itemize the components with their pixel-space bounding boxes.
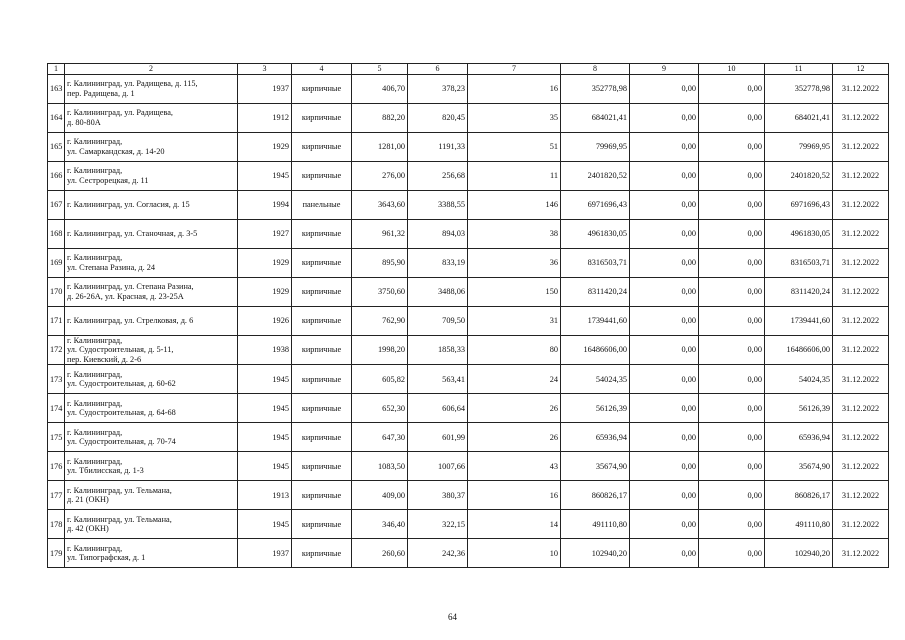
table-row	[48, 103, 889, 132]
year-built-cell: 1929	[238, 248, 292, 277]
address-cell	[65, 539, 238, 568]
column-10-cell: 0,00	[699, 365, 765, 394]
column-9-cell: 0,00	[630, 219, 699, 248]
table-row	[48, 423, 889, 452]
column-10-cell: 0,00	[699, 452, 765, 481]
year-built-cell: 1912	[238, 103, 292, 132]
living-area-cell: 1858,33	[408, 335, 468, 365]
residents-count-cell: 38	[468, 219, 561, 248]
row-number-cell: 167	[48, 190, 65, 219]
address-line: г. Калининград,	[67, 166, 123, 175]
column-9-cell: 0,00	[630, 335, 699, 365]
year-built-cell: 1938	[238, 335, 292, 365]
total-area-cell: 3643,60	[352, 190, 408, 219]
year-built-cell: 1926	[238, 306, 292, 335]
living-area-cell: 563,41	[408, 365, 468, 394]
column-10-cell: 0,00	[699, 132, 765, 161]
residents-count-cell: 31	[468, 306, 561, 335]
address-line: г. Калининград,	[67, 543, 123, 553]
table-row	[48, 190, 889, 219]
column-9-cell: 0,00	[630, 248, 699, 277]
living-area-cell: 322,15	[408, 510, 468, 539]
completion-date-cell: 31.12.2022	[833, 539, 889, 568]
total-cost-cell: 1739441,60	[561, 306, 630, 335]
address-cell	[65, 452, 238, 481]
row-number-cell: 179	[48, 539, 65, 568]
wall-material-cell: кирпичные	[292, 335, 352, 365]
address-line: г. Калининград,	[67, 335, 123, 345]
column-11-cell: 65936,94	[765, 423, 833, 452]
column-10-cell: 0,00	[699, 510, 765, 539]
table-row	[48, 335, 889, 365]
address-line: ул. Степана Разина, д. 24	[67, 262, 156, 272]
column-9-cell: 0,00	[630, 161, 699, 190]
column-11-cell: 8311420,24	[765, 277, 833, 306]
column-9-cell: 0,00	[630, 394, 699, 423]
row-number-cell: 178	[48, 510, 65, 539]
column-11-cell: 54024,35	[765, 365, 833, 394]
address-line: г. Калининград, ул. Станочная, д. 3-5	[67, 228, 198, 238]
wall-material-cell: кирпичные	[292, 132, 352, 161]
column-10-cell: 0,00	[699, 277, 765, 306]
address-line: г. Калининград,	[67, 369, 123, 379]
year-built-cell: 1945	[238, 365, 292, 394]
total-cost-cell: 684021,41	[561, 103, 630, 132]
living-area-cell: 378,23	[408, 74, 468, 103]
year-built-cell: 1945	[238, 510, 292, 539]
wall-material-cell: кирпичные	[292, 365, 352, 394]
living-area-cell: 894,03	[408, 219, 468, 248]
year-built-cell: 1994	[238, 190, 292, 219]
total-area-cell: 260,60	[352, 539, 408, 568]
column-9-cell: 0,00	[630, 365, 699, 394]
address-line: пер. Киевский, д. 2-6	[67, 354, 142, 364]
address-line: г. Калининград, ул. Радищева,	[67, 108, 173, 117]
wall-material-cell: кирпичные	[292, 161, 352, 190]
row-number-cell: 169	[48, 248, 65, 277]
column-10-cell: 0,00	[699, 335, 765, 365]
column-10-cell: 0,00	[699, 74, 765, 103]
total-cost-cell: 54024,35	[561, 365, 630, 394]
residents-count-cell: 80	[468, 335, 561, 365]
year-built-cell: 1937	[238, 539, 292, 568]
residents-count-cell: 43	[468, 452, 561, 481]
column-10-cell: 0,00	[699, 394, 765, 423]
address-line: ул. Судостроительная, д. 64-68	[67, 408, 176, 418]
table-row	[48, 306, 889, 335]
year-built-cell: 1945	[238, 423, 292, 452]
year-built-cell: 1945	[238, 452, 292, 481]
column-9-cell: 0,00	[630, 306, 699, 335]
year-built-cell: 1929	[238, 132, 292, 161]
total-area-cell: 647,30	[352, 423, 408, 452]
address-line: д. 80-80А	[67, 117, 101, 127]
living-area-cell: 256,68	[408, 161, 468, 190]
address-line: д. 21 (ОКН)	[67, 495, 109, 505]
column-11-cell: 491110,80	[765, 510, 833, 539]
column-10-cell: 0,00	[699, 481, 765, 510]
completion-date-cell: 31.12.2022	[833, 248, 889, 277]
living-area-cell: 1007,66	[408, 452, 468, 481]
wall-material-cell: кирпичные	[292, 394, 352, 423]
column-header: 3	[238, 64, 292, 75]
residents-count-cell: 36	[468, 248, 561, 277]
column-9-cell: 0,00	[630, 190, 699, 219]
year-built-cell: 1945	[238, 161, 292, 190]
row-number-cell: 176	[48, 452, 65, 481]
row-number-cell: 168	[48, 219, 65, 248]
table-row	[48, 365, 889, 394]
total-area-cell: 882,20	[352, 103, 408, 132]
living-area-cell: 380,37	[408, 481, 468, 510]
column-header: 2	[65, 64, 238, 75]
completion-date-cell: 31.12.2022	[833, 510, 889, 539]
address-line: г. Калининград, ул. Тельмана,	[67, 514, 172, 524]
column-header: 4	[292, 64, 352, 75]
completion-date-cell: 31.12.2022	[833, 277, 889, 306]
column-11-cell: 35674,90	[765, 452, 833, 481]
address-line: ул. Судостроительная, д. 70-74	[67, 437, 176, 447]
column-10-cell: 0,00	[699, 161, 765, 190]
completion-date-cell: 31.12.2022	[833, 103, 889, 132]
table-row	[48, 481, 889, 510]
column-11-cell: 352778,98	[765, 74, 833, 103]
address-line: ул. Судостроительная, д. 60-62	[67, 379, 176, 389]
address-line: г. Калининград,	[67, 456, 123, 466]
total-area-cell: 276,00	[352, 161, 408, 190]
total-cost-cell: 65936,94	[561, 423, 630, 452]
row-number-cell: 173	[48, 365, 65, 394]
table-row	[48, 74, 889, 103]
residents-count-cell: 11	[468, 161, 561, 190]
completion-date-cell: 31.12.2022	[833, 365, 889, 394]
residents-count-cell: 10	[468, 539, 561, 568]
address-line: ул. Типографская, д. 1	[67, 553, 146, 563]
table-row	[48, 132, 889, 161]
row-number-cell: 170	[48, 277, 65, 306]
total-area-cell: 3750,60	[352, 277, 408, 306]
address-cell	[65, 190, 238, 219]
column-11-cell: 684021,41	[765, 103, 833, 132]
total-area-cell: 1083,50	[352, 452, 408, 481]
column-10-cell: 0,00	[699, 190, 765, 219]
address-cell	[65, 481, 238, 510]
completion-date-cell: 31.12.2022	[833, 74, 889, 103]
living-area-cell: 242,36	[408, 539, 468, 568]
total-cost-cell: 352778,98	[561, 74, 630, 103]
address-cell	[65, 132, 238, 161]
row-number-cell: 165	[48, 132, 65, 161]
row-number-cell: 163	[48, 74, 65, 103]
row-number-cell: 172	[48, 335, 65, 365]
total-cost-cell: 79969,95	[561, 132, 630, 161]
address-line: г. Калининград,	[67, 253, 123, 262]
column-11-cell: 6971696,43	[765, 190, 833, 219]
column-10-cell: 0,00	[699, 306, 765, 335]
living-area-cell: 709,50	[408, 306, 468, 335]
address-line: ул. Самаркандская, д. 14-20	[67, 146, 165, 156]
wall-material-cell: кирпичные	[292, 423, 352, 452]
living-area-cell: 3488,06	[408, 277, 468, 306]
address-cell	[65, 510, 238, 539]
address-line: д. 26-26А, ул. Красная, д. 23-25А	[67, 291, 184, 301]
address-line: г. Калининград, ул. Радищева, д. 115,	[67, 79, 198, 88]
total-area-cell: 1281,00	[352, 132, 408, 161]
column-number-header-row	[48, 64, 889, 75]
address-cell	[65, 277, 238, 306]
column-10-cell: 0,00	[699, 248, 765, 277]
column-9-cell: 0,00	[630, 423, 699, 452]
table-row	[48, 394, 889, 423]
year-built-cell: 1937	[238, 74, 292, 103]
housing-register-table	[47, 63, 889, 568]
column-11-cell: 16486606,00	[765, 335, 833, 365]
column-9-cell: 0,00	[630, 481, 699, 510]
address-line: д. 42 (ОКН)	[67, 524, 109, 534]
completion-date-cell: 31.12.2022	[833, 306, 889, 335]
address-cell	[65, 103, 238, 132]
living-area-cell: 820,45	[408, 103, 468, 132]
wall-material-cell: кирпичные	[292, 306, 352, 335]
wall-material-cell: кирпичные	[292, 452, 352, 481]
living-area-cell: 833,19	[408, 248, 468, 277]
table-row	[48, 510, 889, 539]
residents-count-cell: 26	[468, 394, 561, 423]
total-area-cell: 346,40	[352, 510, 408, 539]
total-cost-cell: 860826,17	[561, 481, 630, 510]
living-area-cell: 606,64	[408, 394, 468, 423]
column-11-cell: 4961830,05	[765, 219, 833, 248]
column-9-cell: 0,00	[630, 132, 699, 161]
total-area-cell: 961,32	[352, 219, 408, 248]
wall-material-cell: панельные	[292, 190, 352, 219]
residents-count-cell: 51	[468, 132, 561, 161]
year-built-cell: 1913	[238, 481, 292, 510]
wall-material-cell: кирпичные	[292, 103, 352, 132]
wall-material-cell: кирпичные	[292, 539, 352, 568]
total-cost-cell: 6971696,43	[561, 190, 630, 219]
column-header: 7	[468, 64, 561, 75]
total-cost-cell: 35674,90	[561, 452, 630, 481]
total-cost-cell: 16486606,00	[561, 335, 630, 365]
address-cell	[65, 365, 238, 394]
row-number-cell: 175	[48, 423, 65, 452]
total-cost-cell: 8311420,24	[561, 277, 630, 306]
column-9-cell: 0,00	[630, 74, 699, 103]
year-built-cell: 1929	[238, 277, 292, 306]
column-9-cell: 0,00	[630, 103, 699, 132]
total-cost-cell: 4961830,05	[561, 219, 630, 248]
completion-date-cell: 31.12.2022	[833, 452, 889, 481]
residents-count-cell: 16	[468, 74, 561, 103]
wall-material-cell: кирпичные	[292, 277, 352, 306]
total-area-cell: 762,90	[352, 306, 408, 335]
residents-count-cell: 16	[468, 481, 561, 510]
wall-material-cell: кирпичные	[292, 510, 352, 539]
column-11-cell: 79969,95	[765, 132, 833, 161]
row-number-cell: 166	[48, 161, 65, 190]
address-line: г. Калининград,	[67, 398, 123, 408]
row-number-cell: 174	[48, 394, 65, 423]
total-cost-cell: 102940,20	[561, 539, 630, 568]
completion-date-cell: 31.12.2022	[833, 161, 889, 190]
row-number-cell: 164	[48, 103, 65, 132]
residents-count-cell: 26	[468, 423, 561, 452]
column-9-cell: 0,00	[630, 539, 699, 568]
total-area-cell: 895,90	[352, 248, 408, 277]
address-cell	[65, 161, 238, 190]
column-11-cell: 102940,20	[765, 539, 833, 568]
living-area-cell: 601,99	[408, 423, 468, 452]
table-row	[48, 161, 889, 190]
column-header: 12	[833, 64, 889, 75]
address-line: пер. Радищева, д. 1	[67, 88, 135, 98]
total-cost-cell: 2401820,52	[561, 161, 630, 190]
wall-material-cell: кирпичные	[292, 74, 352, 103]
residents-count-cell: 150	[468, 277, 561, 306]
address-line: г. Калининград,	[67, 137, 123, 146]
address-line: г. Калининград, ул. Тельмана,	[67, 485, 172, 495]
column-9-cell: 0,00	[630, 452, 699, 481]
page-number: 64	[448, 612, 457, 622]
column-header: 1	[48, 64, 65, 75]
residents-count-cell: 24	[468, 365, 561, 394]
total-cost-cell: 8316503,71	[561, 248, 630, 277]
address-line: ул. Судостроительная, д. 5-11,	[67, 345, 174, 355]
address-line: г. Калининград, ул. Стрелковая, д. 6	[67, 315, 194, 325]
total-area-cell: 409,00	[352, 481, 408, 510]
total-area-cell: 406,70	[352, 74, 408, 103]
total-area-cell: 1998,20	[352, 335, 408, 365]
completion-date-cell: 31.12.2022	[833, 335, 889, 365]
address-cell	[65, 423, 238, 452]
column-11-cell: 56126,39	[765, 394, 833, 423]
year-built-cell: 1945	[238, 394, 292, 423]
address-cell	[65, 306, 238, 335]
column-header: 11	[765, 64, 833, 75]
completion-date-cell: 31.12.2022	[833, 394, 889, 423]
column-header: 8	[561, 64, 630, 75]
wall-material-cell: кирпичные	[292, 248, 352, 277]
address-line: г. Калининград,	[67, 427, 123, 437]
living-area-cell: 1191,33	[408, 132, 468, 161]
wall-material-cell: кирпичные	[292, 481, 352, 510]
table-row	[48, 219, 889, 248]
completion-date-cell: 31.12.2022	[833, 481, 889, 510]
column-header: 6	[408, 64, 468, 75]
address-line: г. Калининград, ул. Степана Разина,	[67, 282, 194, 291]
column-header: 5	[352, 64, 408, 75]
completion-date-cell: 31.12.2022	[833, 190, 889, 219]
address-line: ул. Тбилисская, д. 1-3	[67, 466, 144, 476]
total-cost-cell: 491110,80	[561, 510, 630, 539]
year-built-cell: 1927	[238, 219, 292, 248]
table-row	[48, 277, 889, 306]
address-cell	[65, 335, 238, 365]
address-cell	[65, 219, 238, 248]
wall-material-cell: кирпичные	[292, 219, 352, 248]
address-cell	[65, 74, 238, 103]
column-10-cell: 0,00	[699, 423, 765, 452]
total-area-cell: 652,30	[352, 394, 408, 423]
column-9-cell: 0,00	[630, 277, 699, 306]
column-10-cell: 0,00	[699, 103, 765, 132]
residents-count-cell: 146	[468, 190, 561, 219]
table-row	[48, 452, 889, 481]
completion-date-cell: 31.12.2022	[833, 423, 889, 452]
total-area-cell: 605,82	[352, 365, 408, 394]
column-header: 9	[630, 64, 699, 75]
column-11-cell: 2401820,52	[765, 161, 833, 190]
address-line: г. Калининград, ул. Согласия, д. 15	[67, 199, 190, 209]
completion-date-cell: 31.12.2022	[833, 219, 889, 248]
residents-count-cell: 14	[468, 510, 561, 539]
living-area-cell: 3388,55	[408, 190, 468, 219]
column-header: 10	[699, 64, 765, 75]
table-row	[48, 539, 889, 568]
column-10-cell: 0,00	[699, 539, 765, 568]
completion-date-cell: 31.12.2022	[833, 132, 889, 161]
address-cell	[65, 248, 238, 277]
column-10-cell: 0,00	[699, 219, 765, 248]
table-row	[48, 248, 889, 277]
residents-count-cell: 35	[468, 103, 561, 132]
column-9-cell: 0,00	[630, 510, 699, 539]
column-11-cell: 8316503,71	[765, 248, 833, 277]
address-line: ул. Сестрорецкая, д. 11	[67, 175, 149, 185]
column-11-cell: 1739441,60	[765, 306, 833, 335]
total-cost-cell: 56126,39	[561, 394, 630, 423]
row-number-cell: 171	[48, 306, 65, 335]
row-number-cell: 177	[48, 481, 65, 510]
address-cell	[65, 394, 238, 423]
column-11-cell: 860826,17	[765, 481, 833, 510]
